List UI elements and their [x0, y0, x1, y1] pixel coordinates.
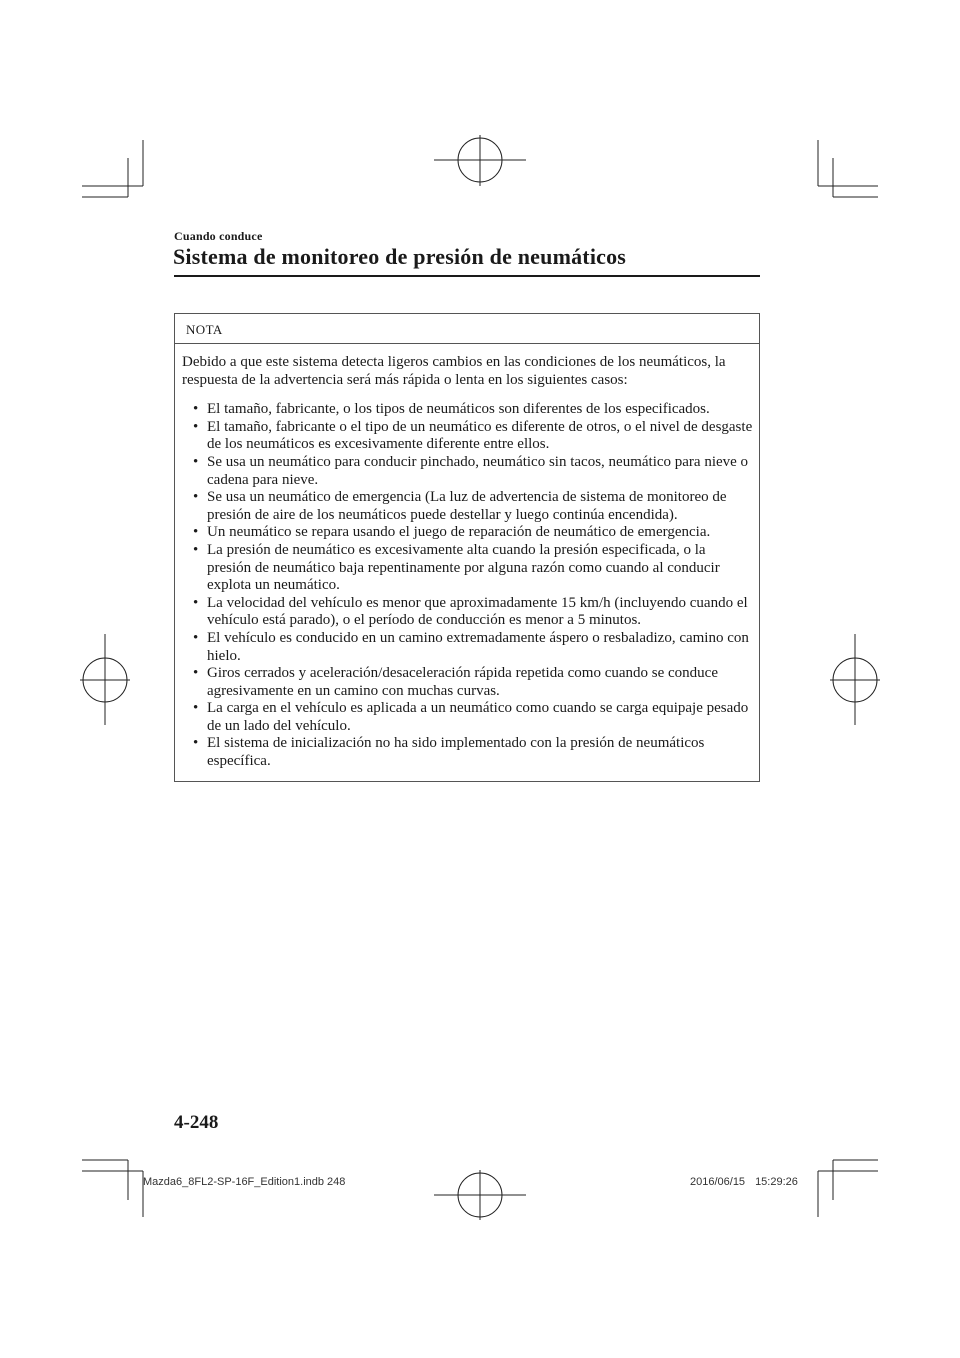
- list-item: [182, 489, 753, 524]
- bullet-icon: •: [193, 418, 199, 435]
- list-item: [182, 665, 753, 700]
- bullet-icon: •: [193, 401, 199, 418]
- note-heading: NOTA: [175, 314, 759, 344]
- bullet-icon: •: [193, 735, 199, 752]
- bullet-icon: •: [193, 594, 199, 611]
- note-intro: Debido a que este sistema detecta ligeros cambios en las condiciones de los neumáticos, la respuesta de la advertencia será más rápida o lenta en los siguientes casos:: [182, 354, 726, 388]
- list-item-text: Giros cerrados y aceleración/desaceleración rápida repetida como cuando se conduce agresivamente en un camino con muchas curvas.: [207, 665, 718, 699]
- list-item-text: El sistema de inicialización no ha sido implementado con la presión de neumáticos específica.: [207, 735, 705, 770]
- note-bullet-list: [182, 401, 753, 770]
- list-item: [182, 595, 753, 630]
- footer-time: 15:29:26: [755, 1176, 798, 1188]
- title-rule: [174, 275, 760, 277]
- list-item: [182, 524, 753, 542]
- list-item-text: Se usa un neumático para conducir pinchado, neumático sin tacos, neumático para nieve o cadena para nieve.: [207, 453, 749, 488]
- list-item-text: La presión de neumático es excesivamente alta cuando la presión especificada, o la presión de neumático baja repentinamente por alguna razón como cuando al conducir explota un neumático.: [207, 541, 720, 594]
- list-item: [182, 630, 753, 665]
- note-box: [174, 313, 760, 782]
- list-item-text: La carga en el vehículo es aplicada a un neumático como cuando se carga equipaje pesado de un lado del vehículo.: [207, 700, 749, 734]
- bullet-icon: •: [193, 700, 199, 717]
- bullet-icon: •: [193, 665, 199, 682]
- list-item: [182, 542, 753, 595]
- bullet-icon: •: [193, 453, 199, 470]
- page-title: Sistema de monitoreo de presión de neumáticos: [173, 244, 627, 269]
- list-item: [182, 700, 753, 735]
- bullet-icon: •: [193, 524, 199, 541]
- list-item-text: El vehículo es conducido en un camino extremadamente áspero o resbaladizo, camino con hielo.: [207, 629, 749, 664]
- note-body: [175, 344, 759, 771]
- page-number: 4-248: [174, 1112, 219, 1133]
- bullet-icon: •: [193, 541, 199, 558]
- footer-timestamp: [690, 1176, 798, 1188]
- list-item-text: La velocidad del vehículo es menor que aproximadamente 15 km/h (incluyendo cuando el vehículo está parado), o el período de conducción es menor a 5 minutos.: [207, 594, 748, 629]
- section-label: Cuando conduce: [174, 229, 263, 243]
- list-item-text: El tamaño, fabricante o el tipo de un neumático es diferente de otros, o el nivel de desgaste de los neumáticos es excesivamente diferente entre ellos.: [207, 418, 753, 453]
- footer-date: 2016/06/15: [690, 1176, 746, 1188]
- list-item: [182, 735, 753, 770]
- bullet-icon: •: [193, 629, 199, 646]
- footer-file-info: Mazda6_8FL2-SP-16F_Edition1.indb 248: [143, 1176, 346, 1188]
- list-item: [182, 401, 753, 419]
- list-item-text: Un neumático se repara usando el juego de reparación de neumático de emergencia.: [207, 524, 711, 541]
- list-item: [182, 454, 753, 489]
- bullet-icon: •: [193, 489, 199, 506]
- list-item-text: Se usa un neumático de emergencia (La luz de advertencia de sistema de monitoreo de presión de aire de los neumáticos puede destellar y luego continúa encendida).: [207, 489, 727, 523]
- list-item: [182, 419, 753, 454]
- list-item-text: El tamaño, fabricante, o los tipos de neumáticos son diferentes de los especificados.: [207, 401, 710, 418]
